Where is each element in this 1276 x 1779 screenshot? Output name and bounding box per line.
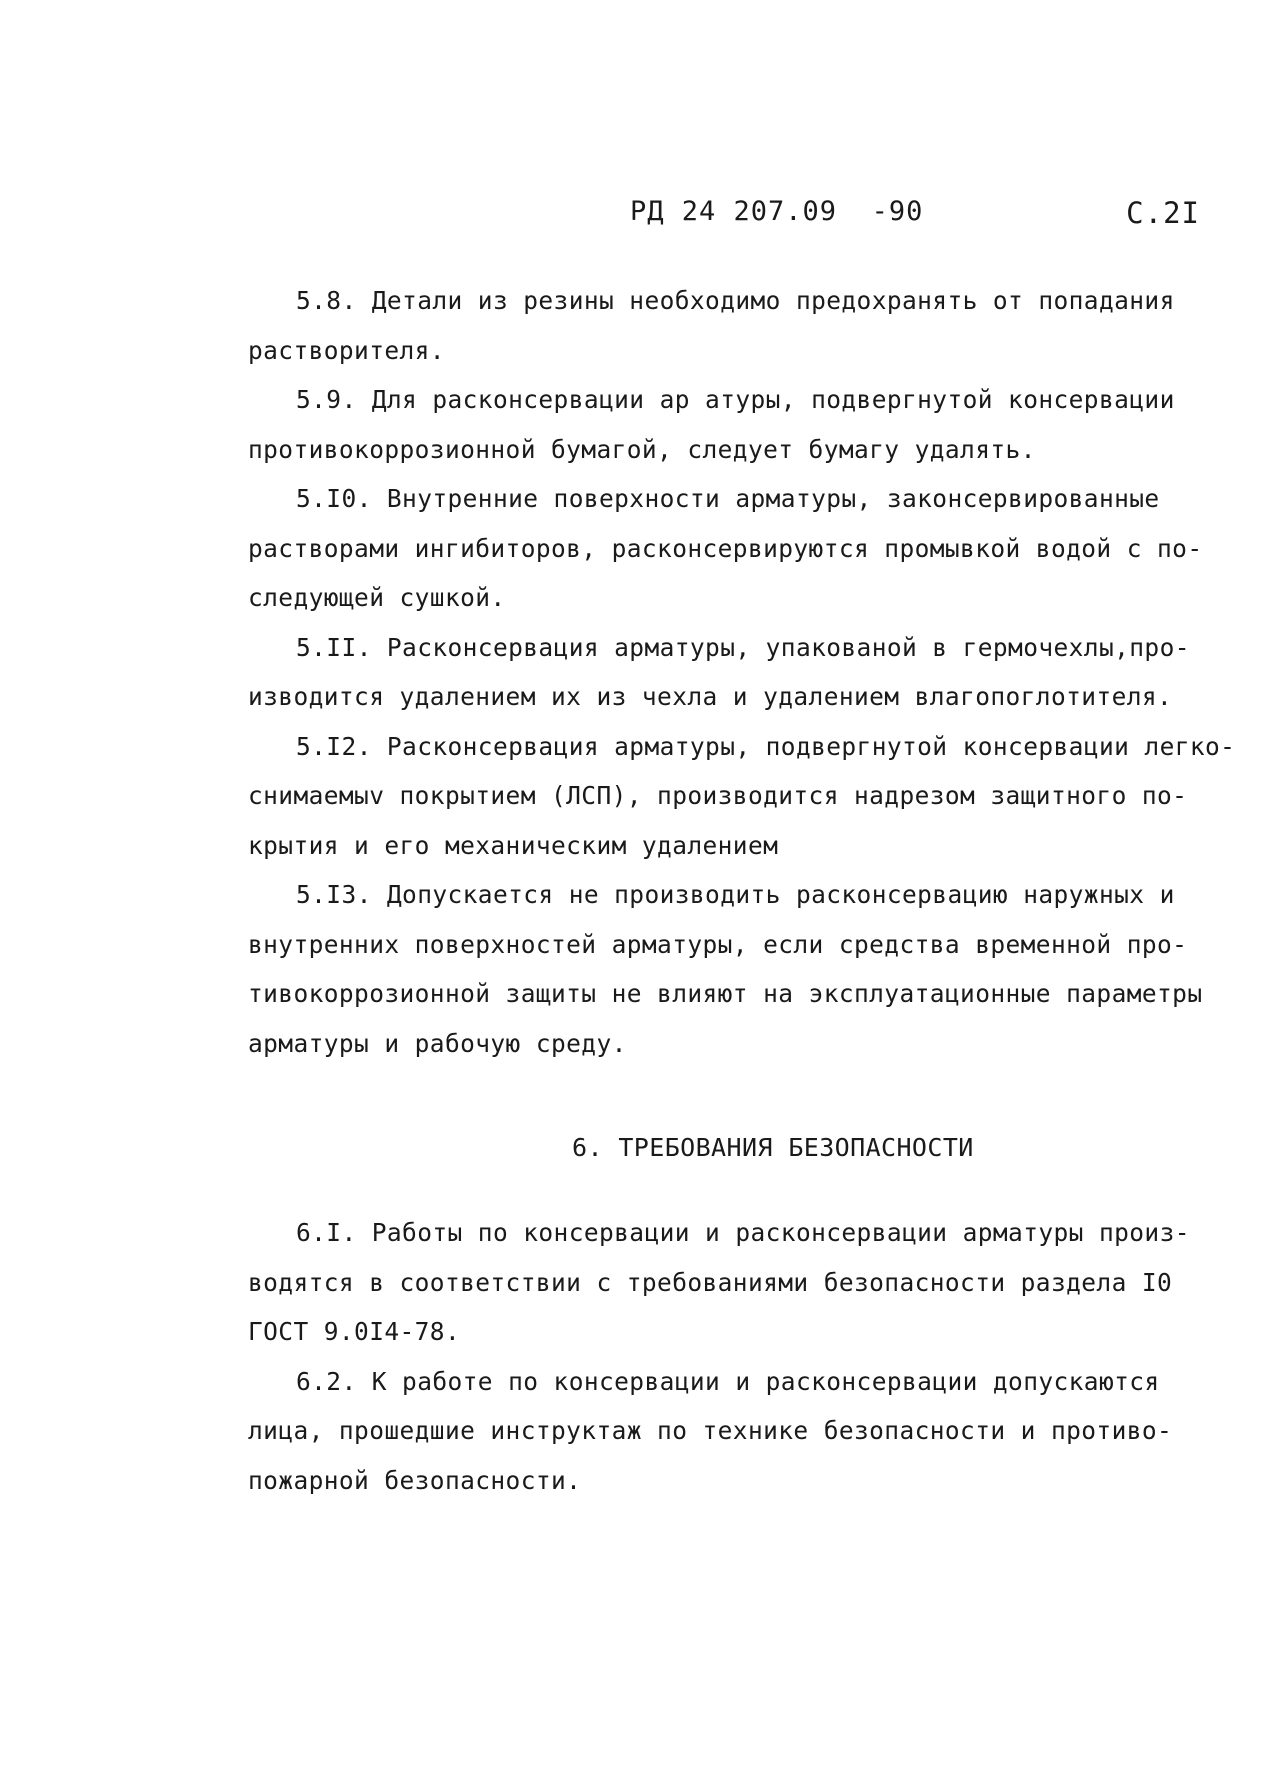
paragraph-5-12-line: крытия и его механическим удалением <box>248 830 779 860</box>
section-6-text <box>248 1208 1223 1505</box>
paragraph-5-11-line: изводится удалением их из чехла и удалением влагопоглотителя. <box>248 682 1173 711</box>
document-code: РД 24 207.09 -90 <box>630 196 924 227</box>
paragraph-5-13-line: внутренних поверхностей арматуры, если средства временной про- <box>248 929 1188 959</box>
paragraph-5-11-line: 5.II. Расконсервация арматуры, упакованой в гермочехлы,про- <box>296 632 1190 662</box>
page-number: С.2I <box>1126 196 1200 230</box>
paragraph-5-9-line: противокоррозионной бумагой, следует бумагу удалять. <box>248 434 1036 464</box>
paragraph-5-8-line: 5.8. Детали из резины необходимо предохранять от попадания <box>296 286 1175 315</box>
paragraph-5-12-line: снимаемыv покрытием (ЛСП), производится надрезом защитного по- <box>248 781 1188 810</box>
section-6-heading: 6. ТРЕБОВАНИЯ БЕЗОПАСНОСТИ <box>572 1133 974 1162</box>
paragraph-6-1-line: ГОСТ 9.0I4-78. <box>248 1317 461 1346</box>
section-5-text <box>248 276 1236 1068</box>
paragraph-5-12-line: 5.I2. Расконсервация арматуры, подвергнутой консервации легко- <box>296 731 1236 761</box>
paragraph-5-10-line: растворами ингибиторов, расконсервируются промывкой водой с по- <box>248 533 1203 563</box>
paragraph-5-10-line: следующей сушкой. <box>248 583 506 612</box>
paragraph-6-1-line: водятся в соответствии с требованиями безопасности раздела I0 <box>248 1267 1173 1297</box>
paragraph-5-8-line: растворителя. <box>248 335 445 365</box>
paragraph-6-2-line: 6.2. К работе по консервации и расконсервации допускаются <box>296 1366 1160 1396</box>
paragraph-5-9-line: 5.9. Для расконсервации ар атуры, подвергнутой консервации <box>296 385 1175 414</box>
paragraph-5-13-line: тивокоррозионной защиты не влияют на эксплуатационные параметры <box>248 979 1203 1008</box>
paragraph-6-2-line: пожарной безопасности. <box>248 1465 582 1495</box>
paragraph-5-13-line: 5.I3. Допускается не производить расконсервацию наружных и <box>296 880 1175 909</box>
page-header <box>630 196 1200 232</box>
paragraph-6-2-line: лица, прошедшие инструктаж по технике безопасности и противо- <box>248 1416 1173 1445</box>
paragraph-5-13-line: арматуры и рабочую среду. <box>248 1028 627 1058</box>
paragraph-6-1-line: 6.I. Работы по консервации и расконсервации арматуры произ- <box>296 1218 1190 1247</box>
paragraph-5-10-line: 5.I0. Внутренние поверхности арматуры, законсервированные <box>296 484 1160 513</box>
